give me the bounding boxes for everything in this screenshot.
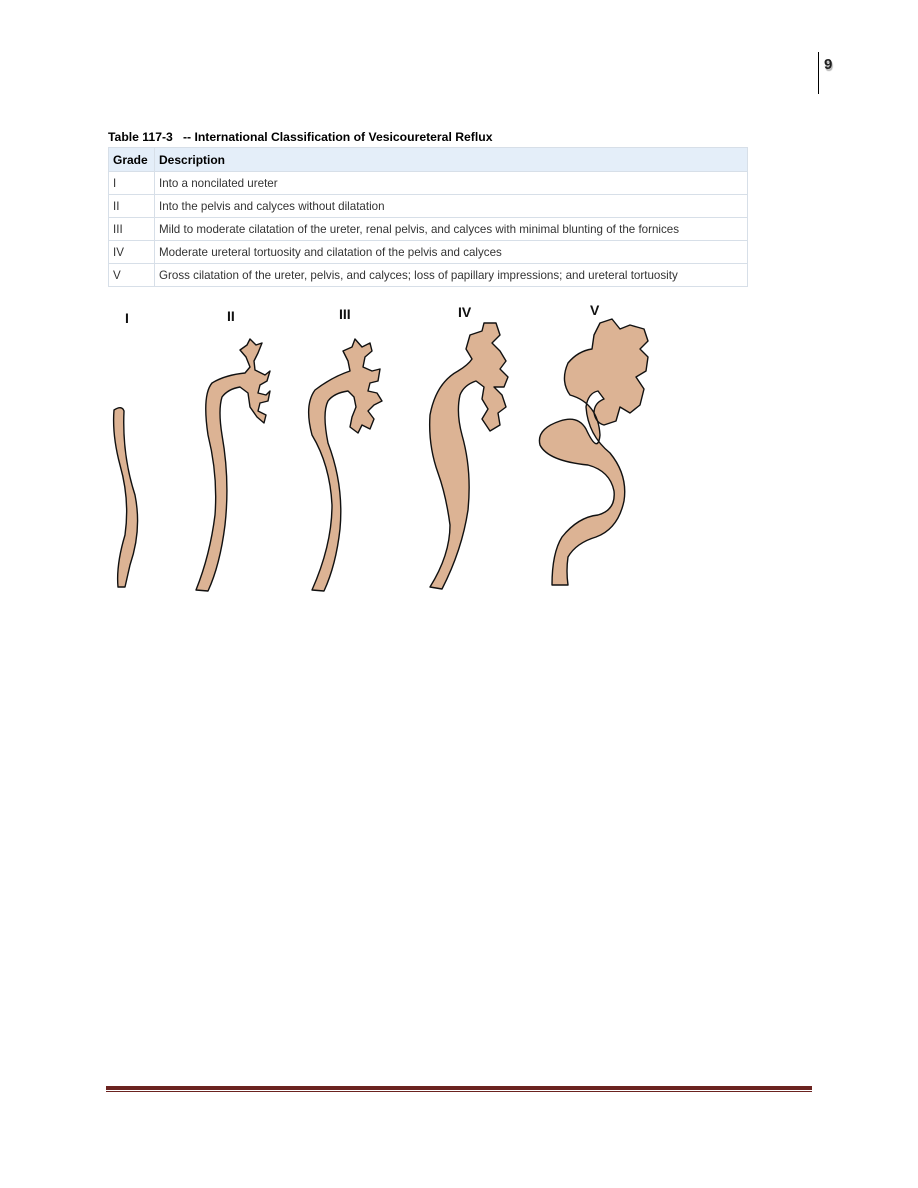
grade-cell: IV	[109, 241, 155, 264]
grade-cell: V	[109, 264, 155, 287]
page-number-divider	[818, 52, 819, 94]
table-row	[109, 172, 748, 195]
description-cell: Gross cilatation of the ureter, pelvis, and calyces; loss of papillary impressions; and ureteral tortuosity	[155, 264, 748, 287]
description-cell: Into the pelvis and calyces without dilatation	[155, 195, 748, 218]
table-row	[109, 264, 748, 287]
grade-v-ureter-pelvis	[539, 319, 648, 585]
grade-label-i: I	[125, 310, 129, 326]
table-caption: Table 117-3 -- International Classification of Vesicoureteral Reflux	[108, 130, 493, 144]
grade-i-ureter	[114, 408, 138, 587]
grade-cell: II	[109, 195, 155, 218]
column-header-description: Description	[155, 148, 748, 172]
grade-cell: I	[109, 172, 155, 195]
description-cell: Into a noncilated ureter	[155, 172, 748, 195]
grade-iii-ureter-pelvis	[309, 339, 382, 591]
grade-label-ii: II	[227, 308, 235, 324]
grade-iv-ureter-pelvis	[430, 323, 508, 589]
grade-label-iv: IV	[458, 304, 472, 320]
footer-rule	[106, 1086, 812, 1090]
grade-label-v: V	[590, 302, 600, 318]
page-number: 9	[824, 56, 833, 73]
footer-rule-thin	[106, 1091, 812, 1092]
table-row	[109, 195, 748, 218]
vur-classification-table	[108, 147, 748, 287]
description-cell: Mild to moderate cilatation of the ureter, renal pelvis, and calyces with minimal blunting of the fornices	[155, 218, 748, 241]
reflux-grades-illustration	[100, 295, 660, 595]
grade-cell: III	[109, 218, 155, 241]
table-row	[109, 241, 748, 264]
table-row	[109, 218, 748, 241]
grade-ii-ureter-pelvis	[196, 339, 270, 591]
grade-label-iii: III	[339, 306, 351, 322]
description-cell: Moderate ureteral tortuosity and cilatation of the pelvis and calyces	[155, 241, 748, 264]
table-header-row	[109, 148, 748, 172]
column-header-grade: Grade	[109, 148, 155, 172]
